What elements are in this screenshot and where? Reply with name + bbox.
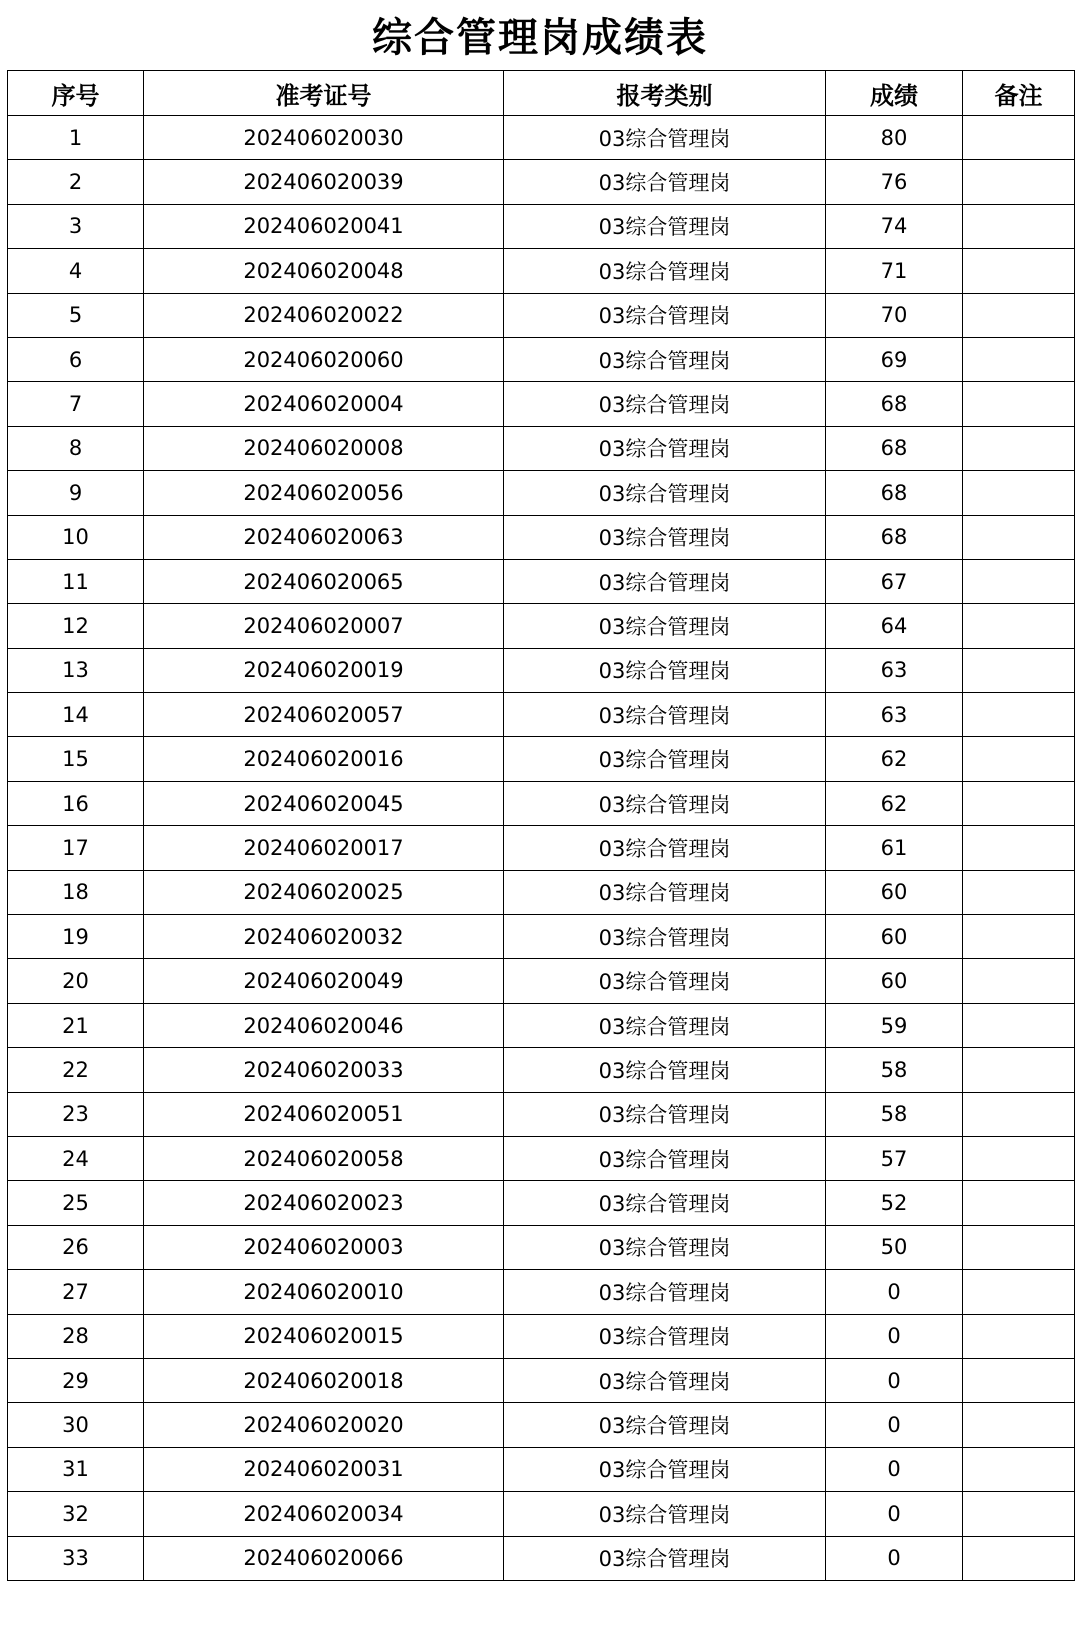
cell-remark (963, 1003, 1075, 1047)
cell-remark (963, 1136, 1075, 1180)
table-row (8, 959, 1075, 1003)
cell-remark (963, 116, 1075, 160)
cell-category: 03综合管理岗 (504, 160, 826, 204)
cell-remark (963, 1048, 1075, 1092)
cell-exam-id: 202406020022 (144, 293, 504, 337)
cell-remark (963, 515, 1075, 559)
table-row (8, 249, 1075, 293)
cell-category: 03综合管理岗 (504, 249, 826, 293)
cell-score: 64 (826, 604, 963, 648)
cell-seq: 26 (8, 1225, 144, 1269)
table-row (8, 1092, 1075, 1136)
cell-category: 03综合管理岗 (504, 870, 826, 914)
cell-category: 03综合管理岗 (504, 959, 826, 1003)
cell-seq: 28 (8, 1314, 144, 1358)
cell-seq: 25 (8, 1181, 144, 1225)
cell-seq: 11 (8, 559, 144, 603)
cell-remark (963, 1492, 1075, 1536)
cell-seq: 29 (8, 1358, 144, 1402)
cell-score: 62 (826, 737, 963, 781)
cell-exam-id: 202406020056 (144, 471, 504, 515)
cell-seq: 3 (8, 204, 144, 248)
cell-score: 60 (826, 870, 963, 914)
table-row (8, 737, 1075, 781)
table-row (8, 604, 1075, 648)
cell-score: 0 (826, 1447, 963, 1491)
table-row (8, 116, 1075, 160)
cell-score: 60 (826, 959, 963, 1003)
table-row (8, 826, 1075, 870)
cell-seq: 18 (8, 870, 144, 914)
table-row (8, 1003, 1075, 1047)
cell-score: 63 (826, 648, 963, 692)
cell-seq: 13 (8, 648, 144, 692)
cell-exam-id: 202406020058 (144, 1136, 504, 1180)
cell-exam-id: 202406020049 (144, 959, 504, 1003)
cell-score: 76 (826, 160, 963, 204)
cell-exam-id: 202406020065 (144, 559, 504, 603)
table-row (8, 471, 1075, 515)
cell-category: 03综合管理岗 (504, 826, 826, 870)
cell-seq: 16 (8, 781, 144, 825)
cell-exam-id: 202406020019 (144, 648, 504, 692)
table-row (8, 1403, 1075, 1447)
cell-category: 03综合管理岗 (504, 737, 826, 781)
cell-seq: 10 (8, 515, 144, 559)
cell-category: 03综合管理岗 (504, 1048, 826, 1092)
cell-exam-id: 202406020007 (144, 604, 504, 648)
cell-score: 0 (826, 1358, 963, 1402)
table-row (8, 1181, 1075, 1225)
cell-seq: 2 (8, 160, 144, 204)
cell-category: 03综合管理岗 (504, 1136, 826, 1180)
table-row (8, 1536, 1075, 1580)
cell-category: 03综合管理岗 (504, 693, 826, 737)
cell-score: 52 (826, 1181, 963, 1225)
header-exam-id: 准考证号 (144, 71, 504, 116)
cell-category: 03综合管理岗 (504, 1447, 826, 1491)
cell-seq: 5 (8, 293, 144, 337)
table-row (8, 515, 1075, 559)
table-row (8, 1492, 1075, 1536)
cell-score: 68 (826, 471, 963, 515)
cell-score: 68 (826, 382, 963, 426)
cell-remark (963, 1447, 1075, 1491)
cell-score: 74 (826, 204, 963, 248)
cell-exam-id: 202406020032 (144, 915, 504, 959)
cell-remark (963, 959, 1075, 1003)
table-row (8, 693, 1075, 737)
cell-exam-id: 202406020030 (144, 116, 504, 160)
cell-exam-id: 202406020063 (144, 515, 504, 559)
cell-remark (963, 337, 1075, 381)
cell-category: 03综合管理岗 (504, 648, 826, 692)
cell-remark (963, 559, 1075, 603)
cell-remark (963, 426, 1075, 470)
cell-score: 58 (826, 1092, 963, 1136)
cell-category: 03综合管理岗 (504, 1403, 826, 1447)
cell-exam-id: 202406020033 (144, 1048, 504, 1092)
cell-score: 68 (826, 426, 963, 470)
cell-seq: 21 (8, 1003, 144, 1047)
cell-score: 69 (826, 337, 963, 381)
table-row (8, 1314, 1075, 1358)
cell-score: 0 (826, 1536, 963, 1580)
cell-exam-id: 202406020017 (144, 826, 504, 870)
cell-remark (963, 826, 1075, 870)
cell-category: 03综合管理岗 (504, 293, 826, 337)
cell-exam-id: 202406020010 (144, 1270, 504, 1314)
cell-score: 59 (826, 1003, 963, 1047)
cell-remark (963, 249, 1075, 293)
cell-score: 62 (826, 781, 963, 825)
cell-remark (963, 1314, 1075, 1358)
table-row (8, 870, 1075, 914)
cell-remark (963, 915, 1075, 959)
cell-category: 03综合管理岗 (504, 515, 826, 559)
cell-seq: 6 (8, 337, 144, 381)
cell-exam-id: 202406020003 (144, 1225, 504, 1269)
cell-remark (963, 160, 1075, 204)
cell-score: 71 (826, 249, 963, 293)
table-body (8, 116, 1075, 1581)
cell-category: 03综合管理岗 (504, 1536, 826, 1580)
cell-category: 03综合管理岗 (504, 337, 826, 381)
cell-category: 03综合管理岗 (504, 116, 826, 160)
cell-seq: 33 (8, 1536, 144, 1580)
cell-category: 03综合管理岗 (504, 915, 826, 959)
table-row (8, 1225, 1075, 1269)
cell-seq: 32 (8, 1492, 144, 1536)
cell-seq: 9 (8, 471, 144, 515)
table-row (8, 1048, 1075, 1092)
cell-remark (963, 1092, 1075, 1136)
cell-remark (963, 870, 1075, 914)
cell-category: 03综合管理岗 (504, 1003, 826, 1047)
cell-exam-id: 202406020018 (144, 1358, 504, 1402)
cell-exam-id: 202406020008 (144, 426, 504, 470)
table-row (8, 1270, 1075, 1314)
header-seq: 序号 (8, 71, 144, 116)
cell-remark (963, 1358, 1075, 1402)
page-title: 综合管理岗成绩表 (372, 14, 708, 61)
cell-category: 03综合管理岗 (504, 1314, 826, 1358)
cell-exam-id: 202406020057 (144, 693, 504, 737)
cell-seq: 23 (8, 1092, 144, 1136)
table-row (8, 915, 1075, 959)
cell-exam-id: 202406020020 (144, 1403, 504, 1447)
cell-remark (963, 382, 1075, 426)
cell-exam-id: 202406020015 (144, 1314, 504, 1358)
cell-category: 03综合管理岗 (504, 1181, 826, 1225)
cell-category: 03综合管理岗 (504, 559, 826, 603)
cell-remark (963, 781, 1075, 825)
header-remark: 备注 (963, 71, 1075, 116)
cell-seq: 24 (8, 1136, 144, 1180)
cell-exam-id: 202406020066 (144, 1536, 504, 1580)
cell-score: 67 (826, 559, 963, 603)
cell-score: 0 (826, 1314, 963, 1358)
cell-seq: 22 (8, 1048, 144, 1092)
table-row (8, 781, 1075, 825)
cell-remark (963, 204, 1075, 248)
table-row (8, 204, 1075, 248)
score-table (7, 70, 1075, 1581)
cell-seq: 15 (8, 737, 144, 781)
cell-seq: 8 (8, 426, 144, 470)
cell-category: 03综合管理岗 (504, 382, 826, 426)
cell-score: 60 (826, 915, 963, 959)
table-row (8, 1358, 1075, 1402)
cell-category: 03综合管理岗 (504, 204, 826, 248)
cell-remark (963, 737, 1075, 781)
cell-category: 03综合管理岗 (504, 426, 826, 470)
cell-exam-id: 202406020048 (144, 249, 504, 293)
cell-remark (963, 1403, 1075, 1447)
cell-category: 03综合管理岗 (504, 1270, 826, 1314)
cell-seq: 27 (8, 1270, 144, 1314)
table-row (8, 293, 1075, 337)
cell-score: 0 (826, 1403, 963, 1447)
cell-exam-id: 202406020016 (144, 737, 504, 781)
table-row (8, 337, 1075, 381)
cell-exam-id: 202406020025 (144, 870, 504, 914)
cell-category: 03综合管理岗 (504, 1225, 826, 1269)
cell-category: 03综合管理岗 (504, 1492, 826, 1536)
cell-category: 03综合管理岗 (504, 604, 826, 648)
cell-exam-id: 202406020060 (144, 337, 504, 381)
cell-remark (963, 293, 1075, 337)
cell-exam-id: 202406020051 (144, 1092, 504, 1136)
cell-seq: 31 (8, 1447, 144, 1491)
cell-score: 57 (826, 1136, 963, 1180)
cell-remark (963, 1225, 1075, 1269)
cell-exam-id: 202406020034 (144, 1492, 504, 1536)
cell-exam-id: 202406020031 (144, 1447, 504, 1491)
cell-seq: 12 (8, 604, 144, 648)
cell-remark (963, 1270, 1075, 1314)
cell-seq: 1 (8, 116, 144, 160)
cell-exam-id: 202406020023 (144, 1181, 504, 1225)
cell-seq: 17 (8, 826, 144, 870)
cell-score: 58 (826, 1048, 963, 1092)
cell-exam-id: 202406020041 (144, 204, 504, 248)
cell-exam-id: 202406020039 (144, 160, 504, 204)
cell-exam-id: 202406020045 (144, 781, 504, 825)
cell-score: 70 (826, 293, 963, 337)
cell-score: 68 (826, 515, 963, 559)
header-score: 成绩 (826, 71, 963, 116)
cell-score: 61 (826, 826, 963, 870)
cell-seq: 14 (8, 693, 144, 737)
cell-seq: 20 (8, 959, 144, 1003)
cell-seq: 30 (8, 1403, 144, 1447)
table-row (8, 648, 1075, 692)
table-row (8, 1136, 1075, 1180)
header-category: 报考类别 (504, 71, 826, 116)
cell-category: 03综合管理岗 (504, 1092, 826, 1136)
cell-seq: 19 (8, 915, 144, 959)
table-row (8, 160, 1075, 204)
cell-remark (963, 648, 1075, 692)
cell-score: 63 (826, 693, 963, 737)
cell-category: 03综合管理岗 (504, 471, 826, 515)
cell-remark (963, 604, 1075, 648)
cell-score: 0 (826, 1492, 963, 1536)
cell-seq: 4 (8, 249, 144, 293)
table-row (8, 426, 1075, 470)
cell-category: 03综合管理岗 (504, 1358, 826, 1402)
table-row (8, 1447, 1075, 1491)
cell-exam-id: 202406020004 (144, 382, 504, 426)
table-row (8, 559, 1075, 603)
table-header-row (8, 71, 1075, 116)
cell-category: 03综合管理岗 (504, 781, 826, 825)
cell-remark (963, 1181, 1075, 1225)
table-row (8, 382, 1075, 426)
cell-exam-id: 202406020046 (144, 1003, 504, 1047)
cell-seq: 7 (8, 382, 144, 426)
cell-score: 0 (826, 1270, 963, 1314)
cell-score: 50 (826, 1225, 963, 1269)
cell-score: 80 (826, 116, 963, 160)
cell-remark (963, 693, 1075, 737)
cell-remark (963, 471, 1075, 515)
cell-remark (963, 1536, 1075, 1580)
